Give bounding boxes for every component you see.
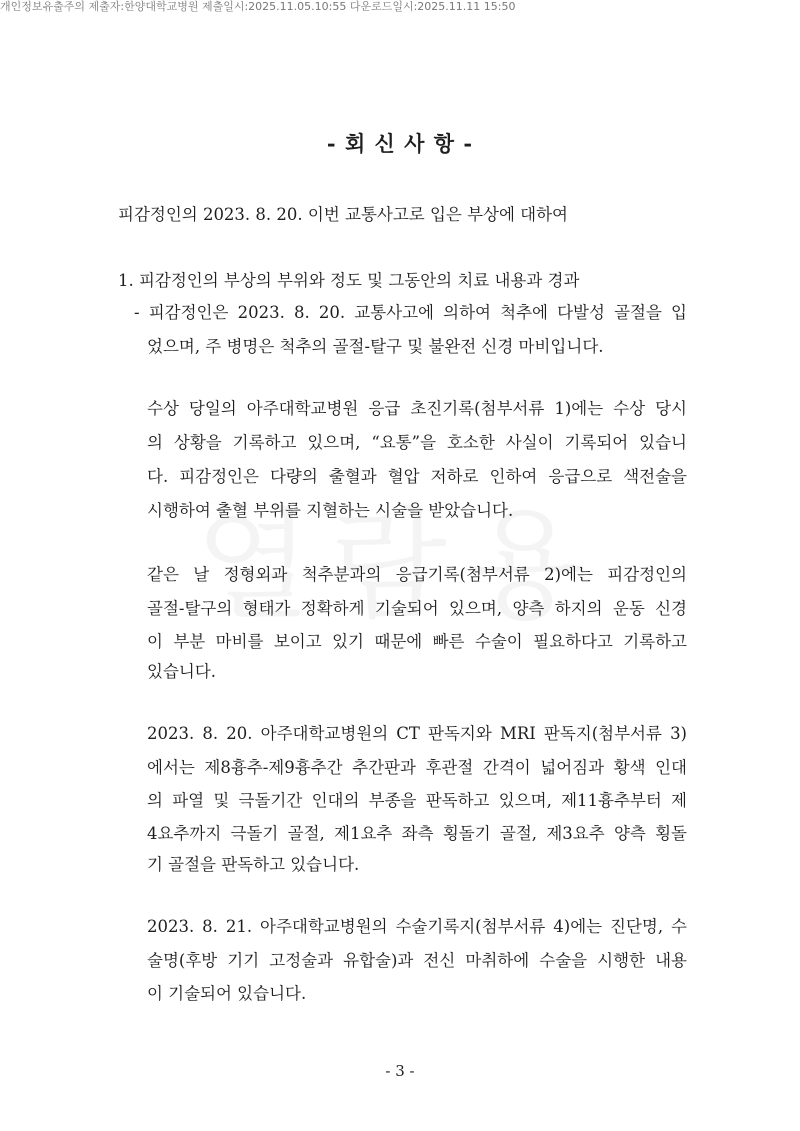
paragraph-3-line-4: 4요추까지 극돌기 골절, 제1요추 좌측 횡돌기 골절, 제3요추 양측 횡돌: [147, 824, 687, 843]
bullet-line-1: - 피감정인은 2023. 8. 20. 교통사고에 의하여 척추에 다발성 골절을 입: [134, 303, 687, 322]
paragraph-1-line-1: 수상 당일의 아주대학교병원 응급 초진기록(첨부서류 1)에는 수상 당시: [147, 399, 687, 418]
paragraph-3-line-1: 2023. 8. 20. 아주대학교병원의 CT 판독지와 MRI 판독지(첨부서류 3): [147, 724, 687, 743]
paragraph-1-line-4: 시행하여 출혈 부위를 지혈하는 시술을 받았습니다.: [147, 501, 514, 520]
paragraph-4-line-1: 2023. 8. 21. 아주대학교병원의 수술기록지(첨부서류 4)에는 진단명, 수: [147, 917, 687, 936]
document-title: - 회 신 사 항 -: [326, 131, 474, 156]
paragraph-2-line-3: 이 부분 마비를 보이고 있기 때문에 빠른 수술이 필요하다고 기록하고: [147, 632, 687, 651]
paragraph-3-line-5: 기 골절을 판독하고 있습니다.: [147, 855, 360, 874]
paragraph-4-line-2: 술명(후방 기기 고정술과 유합술)과 전신 마취하에 수술을 시행한 내용: [147, 951, 687, 970]
paragraph-3-line-2: 에서는 제8흉추-제9흉추간 추간판과 후관절 간격이 넓어짐과 황색 인대: [147, 758, 687, 777]
paragraph-1-line-3: 다. 피감정인은 다량의 출혈과 혈압 저하로 인하여 응급으로 색전술을: [147, 467, 687, 486]
page-number: - 3 -: [385, 1062, 415, 1080]
paragraph-1-line-2: 의 상황을 기록하고 있으며, “요통”을 호소한 사실이 기록되어 있습니: [147, 433, 687, 452]
paragraph-2-line-2: 골절-탈구의 형태가 정확하게 기술되어 있으며, 양측 하지의 운동 신경: [147, 599, 687, 618]
download-info-strip: 개인정보유출주의 제출자:한양대학교병원 제출일시:2025.11.05.10:55 다운로드일시:2025.11.11 15:50: [0, 0, 516, 13]
paragraph-2-line-1: 같은 날 정형외과 척추분과의 응급기록(첨부서류 2)에는 피감정인의: [147, 565, 687, 584]
paragraph-2-line-4: 있습니다.: [147, 662, 217, 681]
paragraph-3-line-3: 의 파열 및 극돌기간 인대의 부종을 판독하고 있으며, 제11흉추부터 제: [147, 791, 687, 810]
intro-text: 피감정인의 2023. 8. 20. 이번 교통사고로 입은 부상에 대하여: [118, 205, 568, 224]
bullet-line-2: 었으며, 주 병명은 척추의 골절-탈구 및 불완전 신경 마비입니다.: [147, 337, 604, 356]
section-heading: 1. 피감정인의 부상의 부위와 정도 및 그동안의 치료 내용과 경과: [118, 271, 580, 290]
paragraph-4-line-3: 이 기술되어 있습니다.: [147, 984, 307, 1003]
